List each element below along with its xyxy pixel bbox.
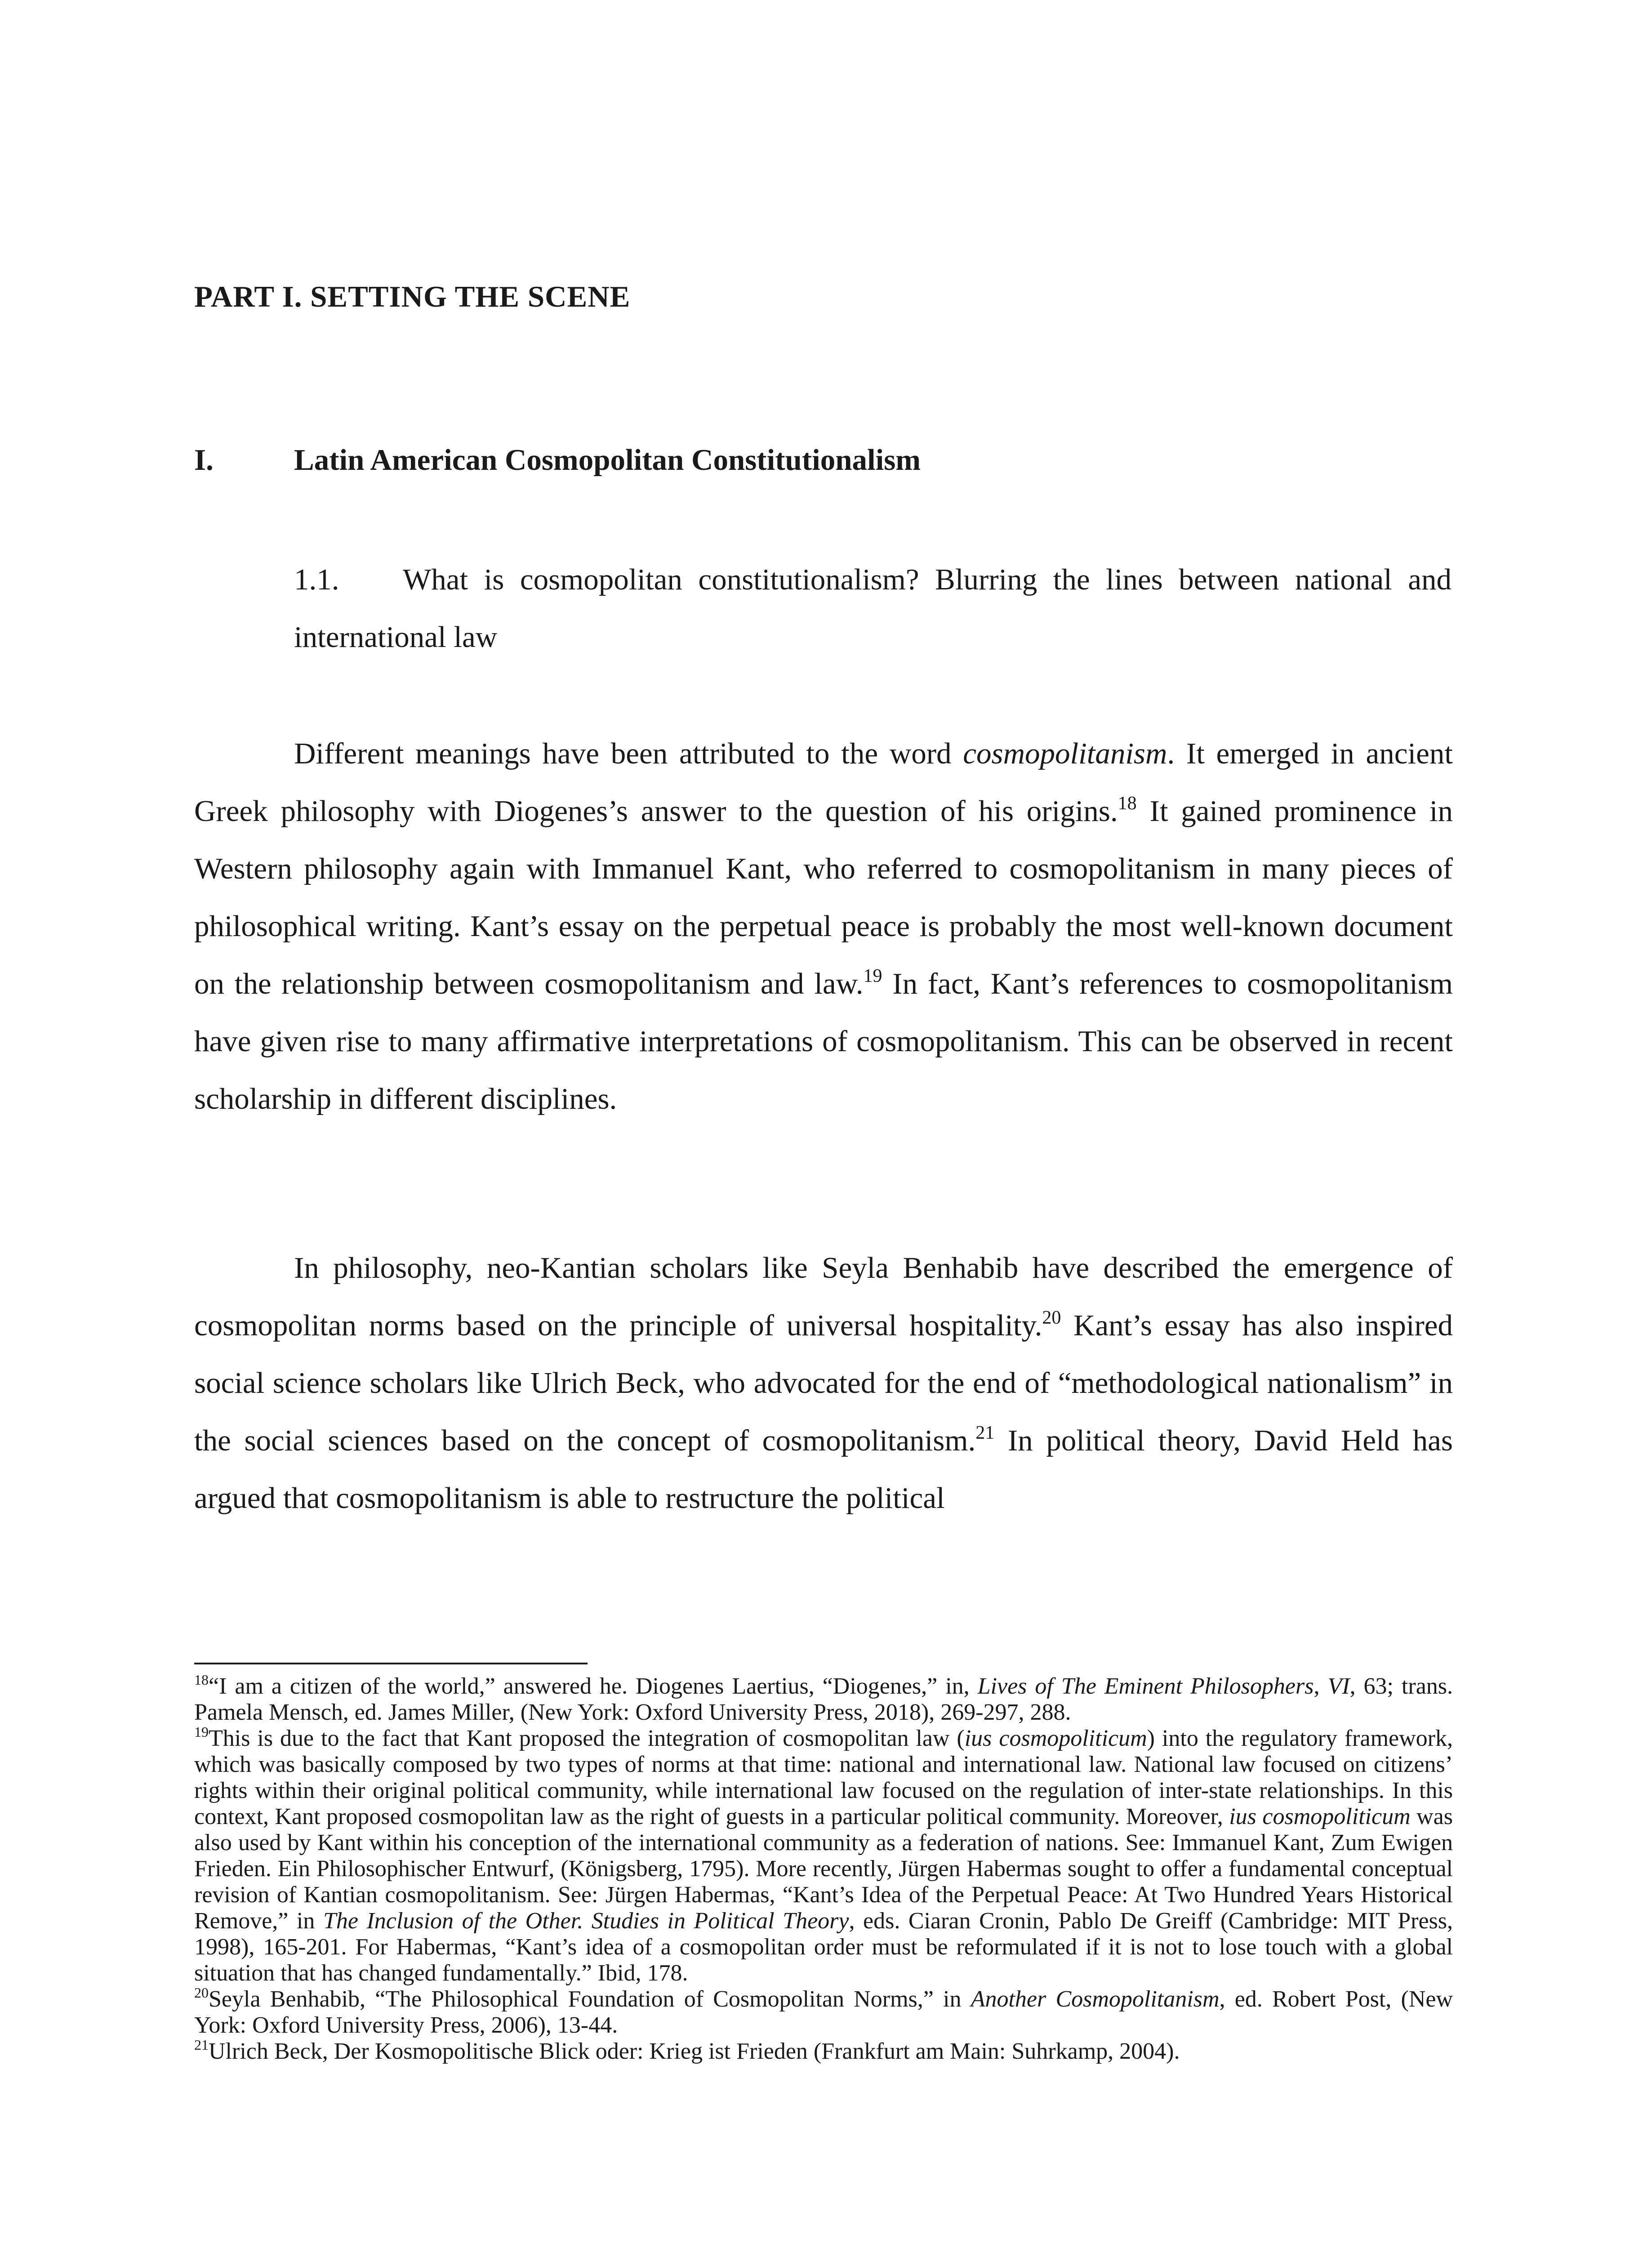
footnote-ref-20[interactable]: 20: [1042, 1307, 1061, 1328]
fn21-text-1: Ulrich Beck, Der Kosmopolitische Blick oder: Krieg ist Frieden (Frankfurt am Main: Suhrkamp, 2004).: [209, 2038, 1180, 2064]
footnote-marker: 18: [194, 1672, 209, 1688]
fn18-italic-2: VI: [1327, 1673, 1350, 1699]
fn19-italic-1: ius cosmopoliticum: [964, 1726, 1147, 1751]
body-paragraph-2: [194, 1239, 1453, 1527]
p1-text-2: . It emerged in ancient Greek philosophy with Diogenes’s answer to the question of his origins.: [194, 737, 1453, 828]
footnote-marker: 20: [194, 1985, 209, 2001]
fn20-italic-1: Another Cosmopolitanism: [971, 1986, 1220, 2012]
body-paragraph-1: [194, 725, 1453, 1128]
fn19-italic-3: The Inclusion of the Other. Studies in Political Theory: [323, 1908, 849, 1934]
footnote-ref-21[interactable]: 21: [975, 1423, 995, 1443]
fn19-italic-2: ius cosmopoliticum: [1229, 1804, 1411, 1829]
p1-text-4: In fact, Kant’s references to cosmopolitanism have given rise to many affirmative interpretations of cosmopolitanism. This can be observed in recent scholarship in different disciplines.: [194, 967, 1453, 1115]
footnote-ref-19[interactable]: 19: [863, 966, 882, 986]
footnote-marker: 21: [194, 2037, 209, 2053]
fn18-text-1: “I am a citizen of the world,” answered he. Diogenes Laertius, “Diogenes,” in,: [209, 1673, 978, 1699]
footnote-19: [194, 1726, 1453, 1986]
fn18-text-2: ,: [1314, 1673, 1328, 1699]
p1-text-3: It gained prominence in Western philosophy again with Immanuel Kant, who referred to cosmopolitanism in many pieces of philosophical writing. Kant’s essay on the perpetual peace is probably the most well-known document on the relationship between cosmopolitanism and law.: [194, 794, 1453, 1000]
fn19-text-4: , eds. Ciaran Cronin, Pablo De Greiff (Cambridge: MIT Press, 1998), 165-201. For Habermas, “Kant’s idea of a cosmopolitan order must be reformulated if it is not to lose touch with a global situation that has changed fundamentally.” Ibid, 178.: [194, 1908, 1453, 1986]
p2-text-1: In philosophy, neo-Kantian scholars like Seyla Benhabib have described the emergence of cosmopolitan norms based on the principle of universal hospitality.: [194, 1251, 1453, 1342]
fn18-text-3: , 63; trans. Pamela Mensch, ed. James Miller, (New York: Oxford University Press, 2018), 269-297, 288.: [194, 1673, 1453, 1725]
section-number: 1.1.: [294, 563, 339, 596]
fn20-text-1: Seyla Benhabib, “The Philosophical Foundation of Cosmopolitan Norms,” in: [209, 1986, 971, 2012]
fn19-text-3: was also used by Kant within his conception of the international community as a federation of nations. See: Immanuel Kant, Zum Ewigen Frieden. Ein Philosophischer Entwurf, (Königsberg, 1795). More recently, Jürgen Habermas sought to offer a fundamental conceptual revision of Kantian cosmopolitanism. See: Jürgen Habermas, “Kant’s Idea of the Perpetual Peace: At Two Hundred Years Historical Remove,” in: [194, 1804, 1453, 1934]
fn18-italic-1: Lives of The Eminent Philosophers: [977, 1673, 1314, 1699]
p2-text-2: Kant’s essay has also inspired social science scholars like Ulrich Beck, who advocated for the end of “methodological nationalism” in the social sciences based on the concept of cosmopolitanism.: [194, 1309, 1453, 1457]
section-heading: [294, 551, 1452, 666]
fn20-text-2: , ed. Robert Post, (New York: Oxford University Press, 2006), 13-44.: [194, 1986, 1453, 2038]
section-title: What is cosmopolitan constitutionalism? Blurring the lines between national and international law: [294, 563, 1452, 654]
part-heading: PART I. SETTING THE SCENE: [194, 280, 631, 313]
chapter-title: Latin American Cosmopolitan Constitutionalism: [294, 443, 921, 477]
footnote-separator: [194, 1663, 588, 1664]
p2-text-3: In political theory, David Held has argued that cosmopolitanism is able to restructure the political: [194, 1424, 1453, 1515]
footnote-20: [194, 1986, 1453, 2038]
footnote-18: [194, 1673, 1453, 1726]
chapter-heading: [194, 443, 1453, 477]
fn19-text-1: This is due to the fact that Kant proposed the integration of cosmopolitan law (: [209, 1726, 965, 1751]
p1-text-1: Different meanings have been attributed to the word: [294, 737, 963, 770]
footnote-marker: 19: [194, 1724, 209, 1740]
p1-italic-term: cosmopolitanism: [963, 737, 1167, 770]
footnote-21: [194, 2038, 1453, 2065]
chapter-number: I.: [194, 443, 214, 477]
footnote-ref-18[interactable]: 18: [1118, 793, 1137, 814]
fn19-text-2: ) into the regulatory framework, which was basically composed by two types of norms at that time: national and international law. National law focused on citizens’ rights within their original political community, while international law focused on the regulation of inter-state relationships. In this context, Kant proposed cosmopolitan law as the right of guests in a particular political community. Moreover,: [194, 1726, 1453, 1829]
footnotes: [194, 1673, 1453, 2065]
